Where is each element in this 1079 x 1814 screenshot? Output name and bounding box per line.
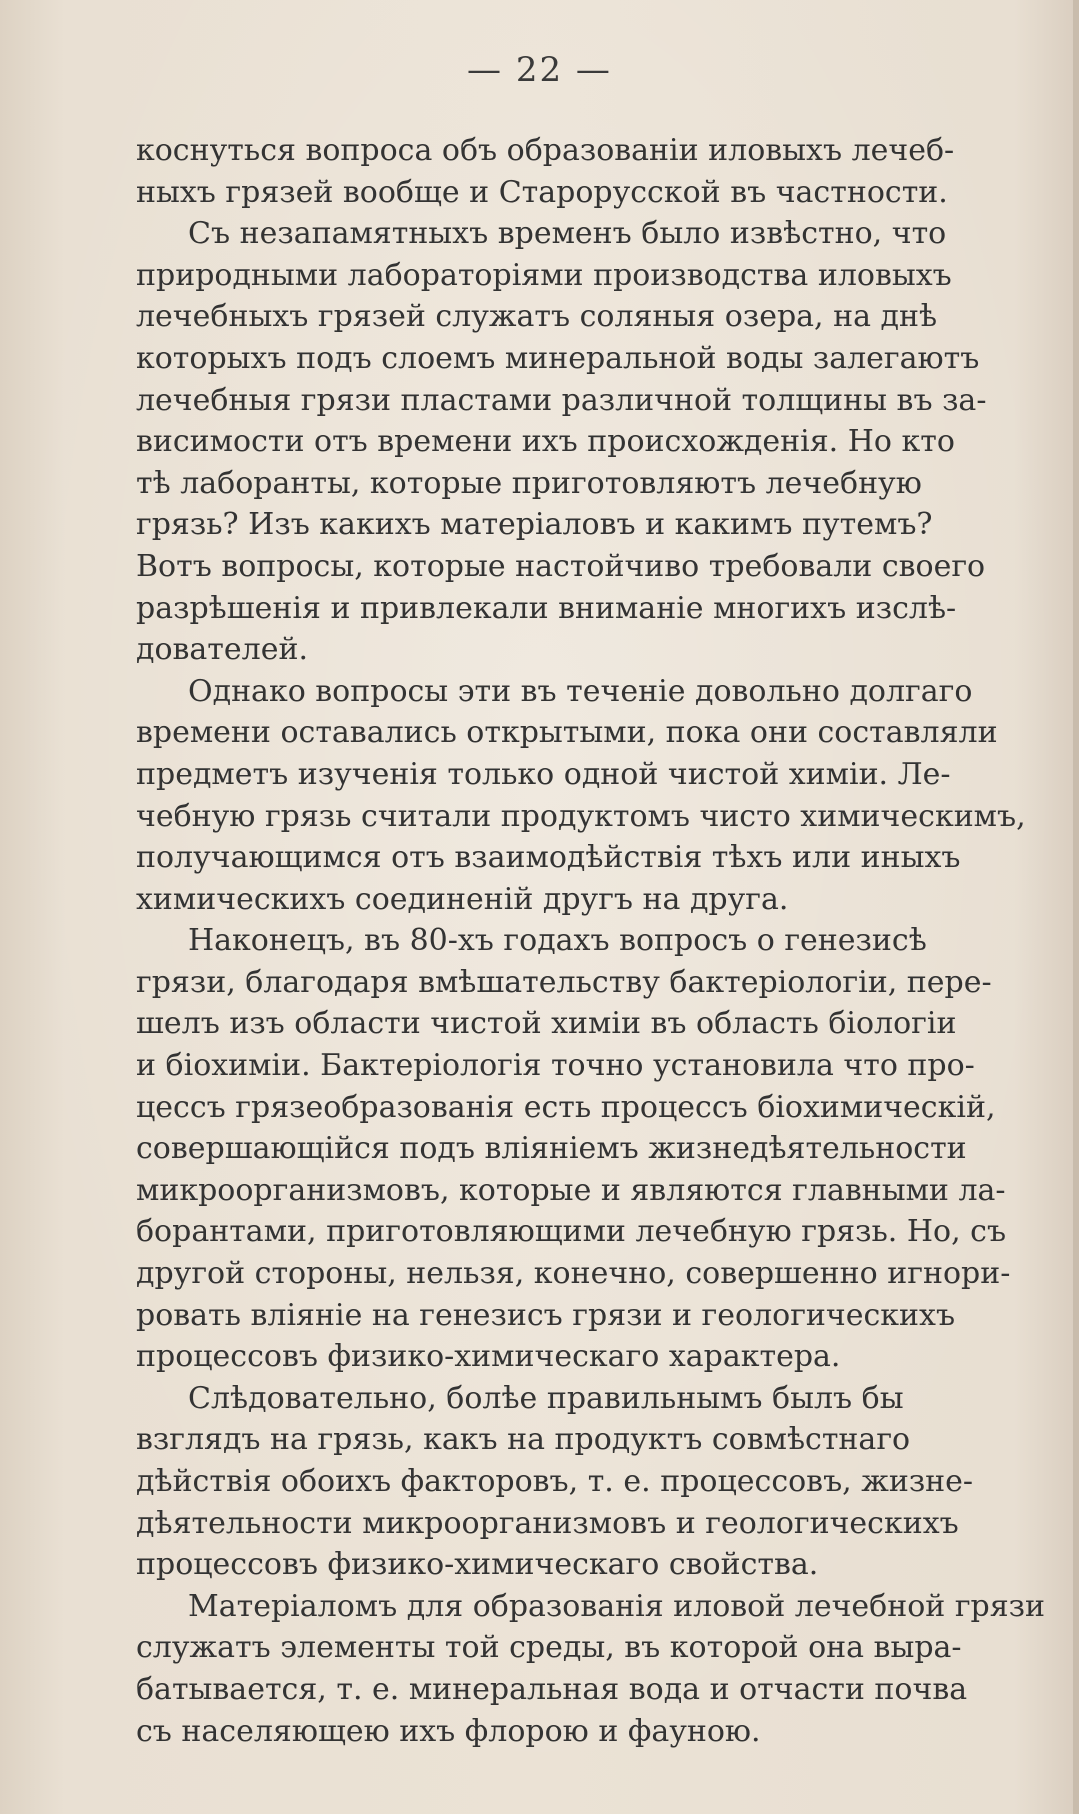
text-line: процессовъ физико-химическаго характера.: [136, 1339, 841, 1375]
text-line: предметъ изученія только одной чистой химіи. Ле-: [136, 756, 951, 792]
text-line: служатъ элементы той среды, въ которой она выра-: [136, 1630, 962, 1666]
paragraph: [136, 920, 1076, 1378]
text-line: дѣйствія обоихъ факторовъ, т. е. процессовъ, жизне-: [136, 1464, 974, 1499]
text-line: съ населяющею ихъ флорою и фауною.: [136, 1713, 761, 1749]
page-number: — 22 —: [467, 50, 612, 90]
paragraph: [136, 130, 1076, 213]
text-line: другой стороны, нельзя, конечно, совершенно игнори-: [136, 1256, 1011, 1292]
text-line: ныхъ грязей вообще и Старорусской въ частности.: [136, 174, 948, 210]
text-line: ровать вліяніе на генезисъ грязи и геологическихъ: [136, 1297, 956, 1333]
text-line: висимости отъ времени ихъ происхожденія. Но кто: [136, 424, 955, 460]
paragraph: [136, 1378, 1076, 1586]
paragraph: [136, 671, 1076, 921]
text-line: цессъ грязеобразованія есть процессъ біохимическій,: [136, 1089, 996, 1125]
text-line: дователей.: [136, 632, 309, 668]
text-line: разрѣшенія и привлекали вниманіе многихъ изслѣ-: [136, 590, 957, 626]
text-line: дѣятельности микроорганизмовъ и геологическихъ: [136, 1505, 959, 1541]
text-line: Слѣдовательно, болѣе правильнымъ былъ бы: [188, 1380, 904, 1416]
body-text: [136, 130, 1076, 1752]
text-line: Матеріаломъ для образованія иловой лечебной грязи: [188, 1588, 1046, 1624]
text-line: Однако вопросы эти въ теченіе довольно долгаго: [188, 673, 973, 709]
text-line: процессовъ физико-химическаго свойства.: [136, 1547, 819, 1583]
text-line: грязи, благодаря вмѣшательству бактеріологіи, пере-: [136, 964, 992, 1000]
text-line: микроорганизмовъ, которые и являются главными ла-: [136, 1172, 1006, 1208]
text-line: взглядъ на грязь, какъ на продуктъ совмѣстнаго: [136, 1422, 911, 1458]
text-line: Наконецъ, въ 80-хъ годахъ вопросъ о генезисѣ: [188, 923, 927, 959]
text-line: которыхъ подъ слоемъ минеральной воды залегаютъ: [136, 340, 980, 376]
text-line: и біохиміи. Бактеріологія точно установила что про-: [136, 1048, 975, 1084]
text-line: шелъ изъ области чистой химіи въ область біологіи: [136, 1006, 957, 1042]
paragraph: [136, 213, 1076, 671]
text-line: тѣ лаборанты, которые приготовляютъ лечебную: [136, 465, 922, 501]
text-line: Вотъ вопросы, которые настойчиво требовали своего: [136, 548, 986, 584]
paragraph: [136, 1586, 1076, 1752]
text-line: грязь? Изъ какихъ матеріаловъ и какимъ путемъ?: [136, 507, 933, 543]
page-edge-shadow: [1073, 0, 1079, 1814]
text-line: химическихъ соединеній другъ на друга.: [136, 881, 789, 917]
text-line: времени оставались открытыми, пока они составляли: [136, 715, 998, 751]
text-line: лечебныхъ грязей служатъ соляныя озера, на днѣ: [136, 299, 938, 335]
text-line: Съ незапамятныхъ временъ было извѣстно, что: [188, 216, 947, 252]
text-line: совершающійся подъ вліяніемъ жизнедѣятельности: [136, 1131, 967, 1167]
text-line: чебную грязь считали продуктомъ чисто химическимъ,: [136, 798, 1026, 834]
text-line: лечебныя грязи пластами различной толщины въ за-: [136, 382, 987, 418]
text-line: батывается, т. е. минеральная вода и отчасти почва: [136, 1671, 968, 1707]
text-line: природными лабораторіями производства иловыхъ: [136, 257, 952, 293]
text-line: коснуться вопроса объ образованіи иловыхъ лечеб-: [136, 133, 955, 168]
text-line: получающимся отъ взаимодѣйствія тѣхъ или иныхъ: [136, 840, 961, 876]
text-line: борантами, приготовляющими лечебную грязь. Но, съ: [136, 1214, 1007, 1250]
